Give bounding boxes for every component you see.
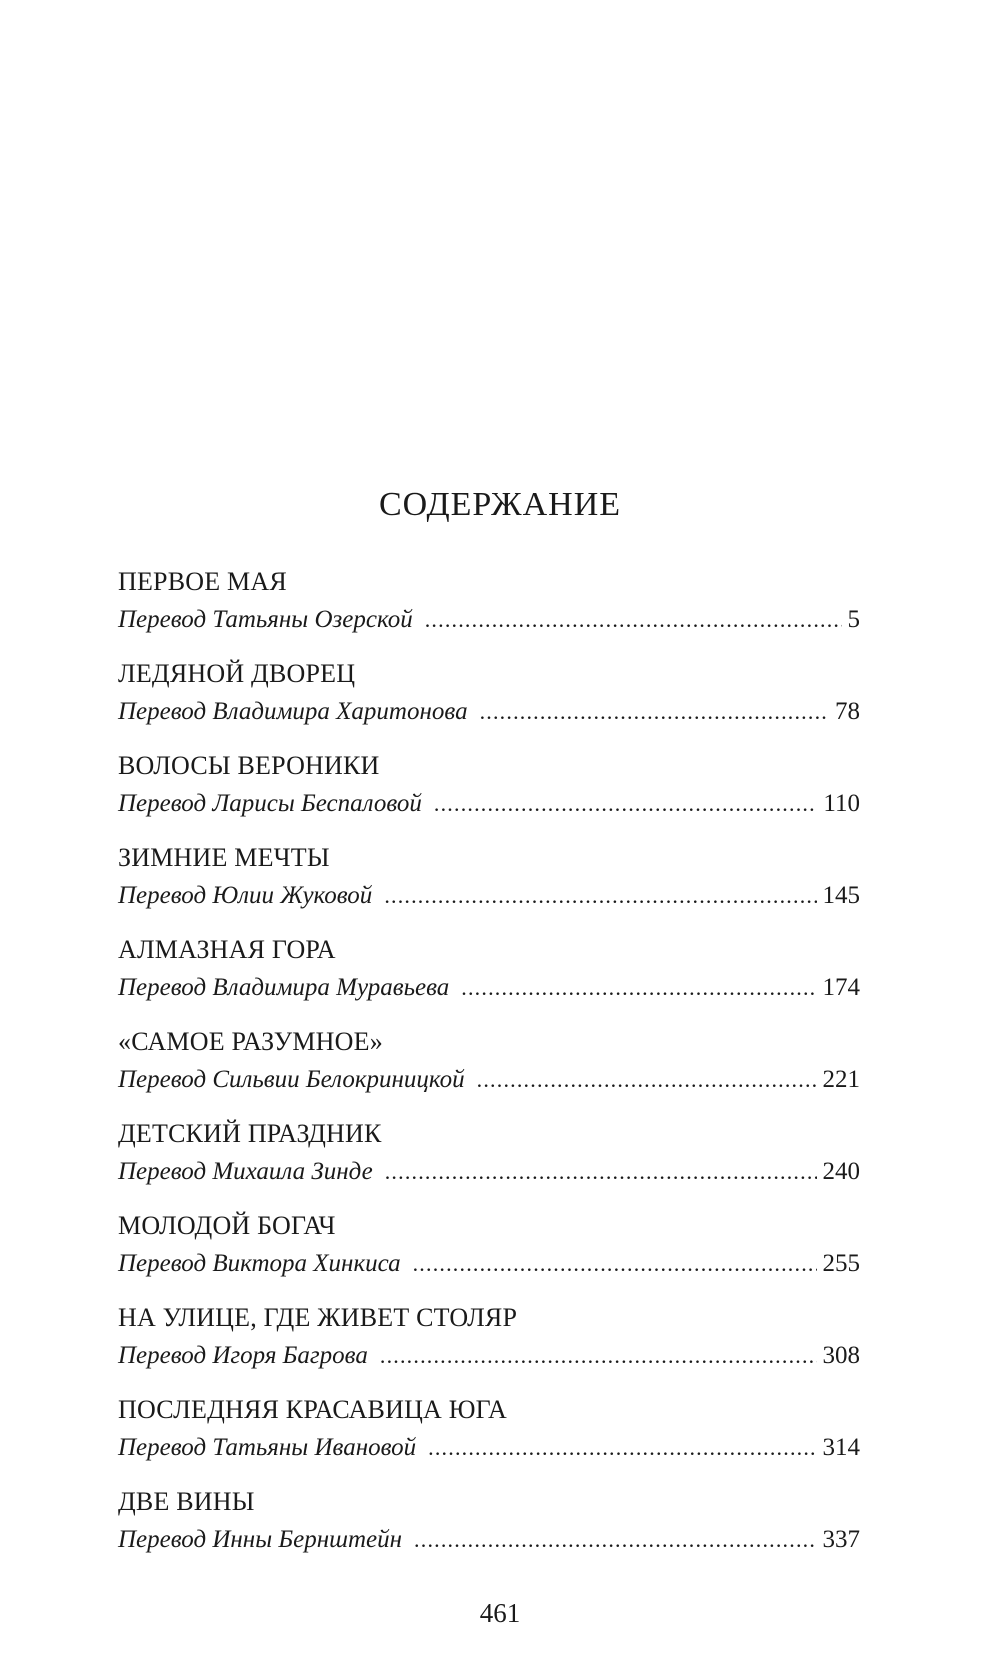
dot-leader bbox=[384, 880, 816, 912]
page-number: 240 bbox=[822, 1158, 860, 1185]
story-title: ПОСЛЕДНЯЯ КРАСАВИЦА ЮГА bbox=[118, 1395, 508, 1424]
toc-entry bbox=[118, 1394, 860, 1486]
toc-line bbox=[118, 1432, 860, 1464]
page-number: 78 bbox=[835, 698, 860, 725]
story-title: «САМОЕ РАЗУМНОЕ» bbox=[118, 1027, 383, 1056]
page-number: 314 bbox=[822, 1434, 860, 1461]
translator-credit: Перевод Ларисы Беспаловой bbox=[118, 790, 422, 817]
page-number: 308 bbox=[822, 1342, 860, 1369]
toc-line bbox=[118, 1156, 860, 1188]
translator-credit: Перевод Татьяны Озерской bbox=[118, 606, 413, 633]
toc-line bbox=[118, 1064, 860, 1096]
dot-leader bbox=[480, 696, 829, 728]
translator-credit: Перевод Татьяны Ивановой bbox=[118, 1434, 417, 1461]
translator-credit: Перевод Юлии Жуковой bbox=[118, 882, 373, 909]
page-folio-number: 461 bbox=[479, 1598, 521, 1628]
story-title: ДЕТСКИЙ ПРАЗДНИК bbox=[118, 1119, 382, 1148]
translator-credit: Перевод Сильвии Белокриницкой bbox=[118, 1066, 465, 1093]
dot-leader bbox=[413, 1248, 817, 1280]
story-title: ЛЕДЯНОЙ ДВОРЕЦ bbox=[118, 659, 356, 688]
page-title: СОДЕРЖАНИЕ bbox=[378, 486, 622, 523]
toc-entry bbox=[118, 842, 860, 934]
toc-entry bbox=[118, 1210, 860, 1302]
page-number: 5 bbox=[847, 606, 860, 633]
dot-leader bbox=[385, 1156, 817, 1188]
toc-entry bbox=[118, 1302, 860, 1394]
toc-entry bbox=[118, 1486, 860, 1578]
toc-entry bbox=[118, 1026, 860, 1118]
page-number: 174 bbox=[822, 974, 860, 1001]
page-number: 337 bbox=[822, 1526, 860, 1553]
toc-entry bbox=[118, 934, 860, 1026]
story-title: ПЕРВОЕ МАЯ bbox=[118, 567, 287, 596]
dot-leader bbox=[477, 1064, 817, 1096]
translator-credit: Перевод Игоря Багрова bbox=[118, 1342, 368, 1369]
dot-leader bbox=[425, 604, 842, 636]
dot-leader bbox=[414, 1524, 816, 1556]
toc-entry bbox=[118, 750, 860, 842]
translator-credit: Перевод Михаила Зинде bbox=[118, 1158, 373, 1185]
page-number: 255 bbox=[822, 1250, 860, 1277]
toc-line bbox=[118, 696, 860, 728]
toc-line bbox=[118, 880, 860, 912]
translator-credit: Перевод Виктора Хинкиса bbox=[118, 1250, 401, 1277]
story-title: ЗИМНИЕ МЕЧТЫ bbox=[118, 843, 330, 872]
page-number: 221 bbox=[822, 1066, 860, 1093]
toc-line bbox=[118, 1340, 860, 1372]
table-of-contents bbox=[118, 566, 860, 1578]
toc-line bbox=[118, 1524, 860, 1556]
translator-credit: Перевод Владимира Муравьева bbox=[118, 974, 450, 1001]
story-title: МОЛОДОЙ БОГАЧ bbox=[118, 1211, 336, 1240]
toc-line bbox=[118, 604, 860, 636]
toc-entry bbox=[118, 566, 860, 658]
toc-line bbox=[118, 1248, 860, 1280]
translator-credit: Перевод Инны Бернштейн bbox=[118, 1526, 403, 1553]
toc-line bbox=[118, 788, 860, 820]
dot-leader bbox=[380, 1340, 817, 1372]
dot-leader bbox=[434, 788, 818, 820]
toc-entry bbox=[118, 658, 860, 750]
story-title: АЛМАЗНАЯ ГОРА bbox=[118, 935, 336, 964]
page-number: 110 bbox=[823, 790, 860, 817]
translator-credit: Перевод Владимира Харитонова bbox=[118, 698, 468, 725]
toc-entry bbox=[118, 1118, 860, 1210]
dot-leader bbox=[461, 972, 816, 1004]
story-title: ВОЛОСЫ ВЕРОНИКИ bbox=[118, 751, 380, 780]
story-title: НА УЛИЦЕ, ГДЕ ЖИВЕТ СТОЛЯР bbox=[118, 1303, 518, 1332]
page-number: 145 bbox=[822, 882, 860, 909]
toc-line bbox=[118, 972, 860, 1004]
dot-leader bbox=[428, 1432, 816, 1464]
story-title: ДВЕ ВИНЫ bbox=[118, 1487, 255, 1516]
